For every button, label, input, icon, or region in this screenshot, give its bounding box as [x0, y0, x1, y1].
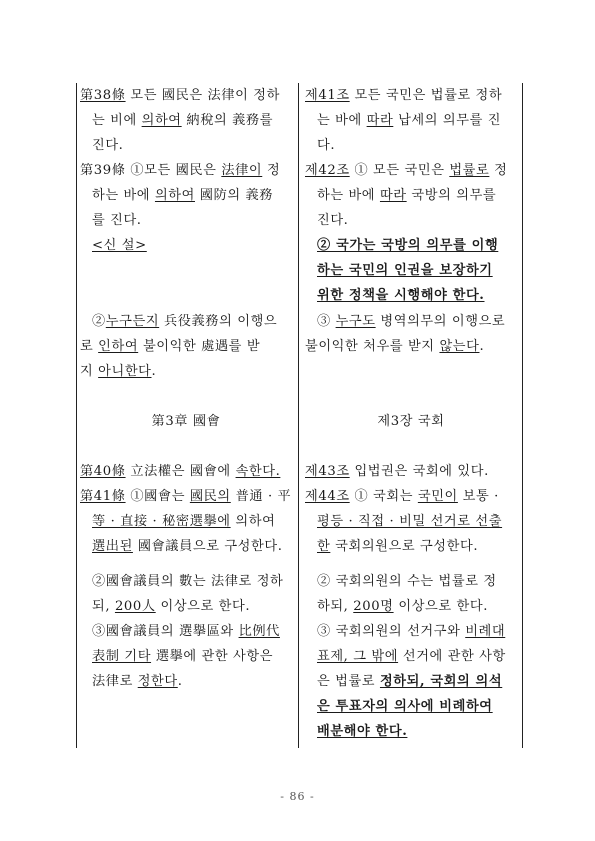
article-39-amended-phrase: 法律이 — [221, 163, 263, 178]
article-42-amended-phrase: 따라 — [379, 188, 407, 203]
article-39-text: . — [151, 364, 157, 379]
article-38-line-3 — [92, 137, 123, 155]
article-41-line-3 — [92, 538, 282, 556]
article-44-amended-phrase: 평등 · 직접 · 비밀 선거로 선출 — [317, 514, 503, 529]
article-44-para-3-line-4 — [317, 698, 493, 716]
article-41-new-line-1 — [305, 87, 502, 105]
article-42-para-3-line-2 — [305, 338, 484, 356]
article-41-amended-phrase: 정한다 — [137, 674, 178, 689]
article-41-amended-phrase: 比例代 — [238, 624, 280, 639]
new-provision-marker — [92, 237, 147, 255]
article-39-text: 로 — [80, 339, 99, 354]
new-provision-label: <신 설> — [92, 238, 147, 253]
article-44-new-provision: 은 투표자의 의사에 비례하여 — [317, 699, 493, 714]
article-41-new-line-2 — [317, 112, 501, 130]
article-39-para-2-line-1 — [92, 313, 277, 331]
article-41-text: 國會議員으로 구성한다. — [132, 539, 283, 554]
article-44-para-3-line-1 — [317, 623, 505, 641]
article-42-para-2-line-2 — [317, 262, 493, 280]
article-42-amended-phrase: 않는다 — [439, 339, 480, 354]
article-44-amended-phrase: 표제, 그 밖에 — [317, 649, 399, 664]
article-41-new-text: 납세의 의무를 진 — [393, 113, 502, 128]
article-41-text: 의하여 — [230, 514, 276, 529]
article-41-number: 第41條 — [80, 489, 126, 504]
article-41-text: 되, — [92, 599, 115, 614]
table-column-divider — [298, 83, 299, 748]
article-38-line-1 — [80, 87, 280, 105]
article-42-amended-phrase: 법률로 — [449, 163, 490, 178]
article-39-line-3 — [92, 212, 142, 230]
article-38-line-2 — [92, 112, 273, 130]
article-38-amended-phrase: 의하여 — [141, 113, 182, 128]
article-41-para-2-line-1 — [92, 573, 283, 591]
article-41-new-text: 는 바에 — [317, 113, 367, 128]
chapter-title: 제3장 국회 — [377, 414, 445, 429]
article-42-text: 하는 바에 — [317, 188, 380, 203]
article-44-text: ③ 국회의원의 선거구와 — [317, 624, 466, 639]
article-39-line-1 — [80, 162, 280, 180]
article-41-new-line-3 — [317, 137, 335, 155]
paragraph-marker: ③ — [317, 314, 336, 329]
article-44-text: 은 법률로 — [317, 674, 380, 689]
article-42-text: 진다. — [317, 213, 349, 228]
article-42-text: . — [479, 339, 485, 354]
article-44-amended-phrase: 비례대 — [465, 624, 506, 639]
article-42-new-provision: ② 국가는 국방의 의무를 이행 — [317, 238, 499, 253]
article-40-amended-phrase: 속한다. — [235, 464, 281, 479]
article-39-amended-phrase: 의하여 — [154, 188, 195, 203]
article-44-text: 보통 · — [457, 489, 499, 504]
article-41-para-3-line-3 — [92, 673, 183, 691]
article-41-amended-phrase: 選出된 — [92, 539, 133, 554]
article-39-para-2-line-2 — [80, 338, 260, 356]
article-41-text: 選擧에 관한 사항은 — [151, 649, 274, 664]
article-39-text: 國防의 義務 — [194, 188, 274, 203]
article-39-amended-phrase: 아니한다 — [98, 364, 152, 379]
article-42-text: ① 모든 국민은 — [349, 163, 450, 178]
article-41-amended-phrase: 表制 기타 — [92, 649, 152, 664]
article-39-text: 불이익한 處遇를 받 — [138, 339, 261, 354]
article-39-text: 兵役義務의 이행으 — [159, 314, 278, 329]
article-38-text: 는 비에 — [92, 113, 142, 128]
article-44-text: 하되, — [317, 599, 354, 614]
article-41-para-3-line-2 — [92, 648, 273, 666]
article-44-text: 이상으로 한다. — [393, 599, 488, 614]
article-42-new-provision: 위한 정책을 시행해야 한다. — [317, 288, 485, 303]
article-44-para-3-line-5 — [317, 723, 407, 741]
article-38-text: 모든 國民은 法律이 정하 — [125, 88, 280, 103]
article-39-para-2-line-3 — [80, 363, 156, 381]
article-40-number: 第40條 — [80, 464, 126, 479]
article-40-line-1 — [80, 463, 280, 481]
article-41-line-2 — [92, 513, 275, 531]
article-42-para-2-line-3 — [317, 287, 485, 305]
article-41-para-3-line-1 — [92, 623, 280, 641]
article-44-line-2 — [317, 513, 502, 531]
article-44-text: ① 국회는 — [349, 489, 418, 504]
article-44-text: ② 국회의원의 수는 법률로 정 — [317, 574, 497, 589]
article-41-amended-phrase: 等 · 直接 · 秘密選擧에 — [92, 514, 231, 529]
article-42-text: 병역의무의 이행으로 — [375, 314, 506, 329]
article-41-line-1 — [80, 488, 291, 506]
article-44-text: 국회의원으로 구성한다. — [330, 539, 479, 554]
article-44-amended-phrase: 국민이 — [417, 489, 458, 504]
article-44-new-provision: 정하되, 국회의 의석 — [379, 674, 503, 689]
article-39-text: 정 — [262, 163, 281, 178]
article-42-line-1 — [305, 162, 508, 180]
table-left-border — [76, 83, 77, 748]
article-44-new-provision: 배분해야 한다. — [317, 724, 408, 739]
article-44-line-1 — [305, 488, 499, 506]
article-42-para-2-line-1 — [317, 237, 498, 255]
article-39-text: ①모든 國民은 — [125, 163, 222, 178]
article-41-text: 法律로 — [92, 674, 138, 689]
article-42-para-3-line-1 — [317, 313, 505, 331]
article-41-new-text: 다. — [317, 138, 336, 153]
article-39-amended-phrase: 인하여 — [98, 339, 139, 354]
article-41-text: ③國會議員의 選擧區와 — [92, 624, 239, 639]
article-43-line-1 — [305, 463, 489, 481]
article-41-amended-phrase: 國民의 — [189, 489, 231, 504]
article-41-text: 普通 · 平 — [230, 489, 292, 504]
article-44-line-3 — [317, 538, 478, 556]
article-42-line-3 — [317, 212, 348, 230]
article-41-amended-phrase: 200人 — [114, 599, 156, 614]
article-41-text: . — [177, 674, 183, 689]
article-39-amended-phrase: 누구든지 — [105, 314, 160, 329]
article-38-text: 納稅의 義務를 — [181, 113, 274, 128]
article-44-para-3-line-3 — [317, 673, 502, 691]
article-44-amended-phrase: 한 — [317, 539, 331, 554]
comparison-table — [76, 83, 523, 748]
table-right-border — [522, 83, 523, 748]
article-42-text: 정 — [489, 163, 508, 178]
article-41-new-number: 제41조 — [305, 88, 350, 103]
article-44-para-3-line-2 — [317, 648, 506, 666]
page-number: - 86 - — [280, 790, 315, 803]
article-41-text: ①國會는 — [125, 489, 190, 504]
article-43-number: 제43조 — [305, 464, 350, 479]
article-42-new-provision: 하는 국민의 인권을 보장하기 — [317, 263, 493, 278]
article-41-para-2-line-2 — [92, 598, 250, 616]
article-42-amended-phrase: 누구도 — [335, 314, 376, 329]
article-43-text: 입법권은 국회에 있다. — [349, 464, 489, 479]
article-42-line-2 — [317, 187, 496, 205]
article-44-amended-phrase: 200명 — [353, 599, 394, 614]
paragraph-marker: ② — [92, 314, 106, 329]
article-42-text: 국방의 의무를 — [406, 188, 497, 203]
article-40-text: 立法權은 國會에 — [125, 464, 236, 479]
article-39-text: 지 — [80, 364, 99, 379]
article-39-text: 하는 바에 — [92, 188, 155, 203]
chapter-heading-current — [80, 413, 292, 431]
chapter-heading-amended — [305, 413, 517, 431]
chapter-title: 第3章 國會 — [151, 414, 221, 429]
article-42-text: 불이익한 처우를 받지 — [305, 339, 440, 354]
article-39-number: 第39條 — [80, 163, 126, 178]
article-44-para-2-line-1 — [317, 573, 497, 591]
article-41-new-text: 모든 국민은 법률로 정하 — [349, 88, 503, 103]
article-41-new-amended-phrase: 따라 — [366, 113, 394, 128]
article-39-text: 를 진다. — [92, 213, 142, 228]
article-42-number: 제42조 — [305, 163, 350, 178]
article-41-text: ②國會議員의 數는 法律로 정하 — [92, 574, 284, 589]
article-39-line-2 — [92, 187, 273, 205]
article-44-para-2-line-2 — [317, 598, 488, 616]
article-44-number: 제44조 — [305, 489, 350, 504]
article-41-text: 이상으로 한다. — [155, 599, 251, 614]
article-38-text: 진다. — [92, 138, 124, 153]
article-38-number: 第38條 — [80, 88, 126, 103]
article-44-text: 선거에 관한 사항 — [398, 649, 506, 664]
